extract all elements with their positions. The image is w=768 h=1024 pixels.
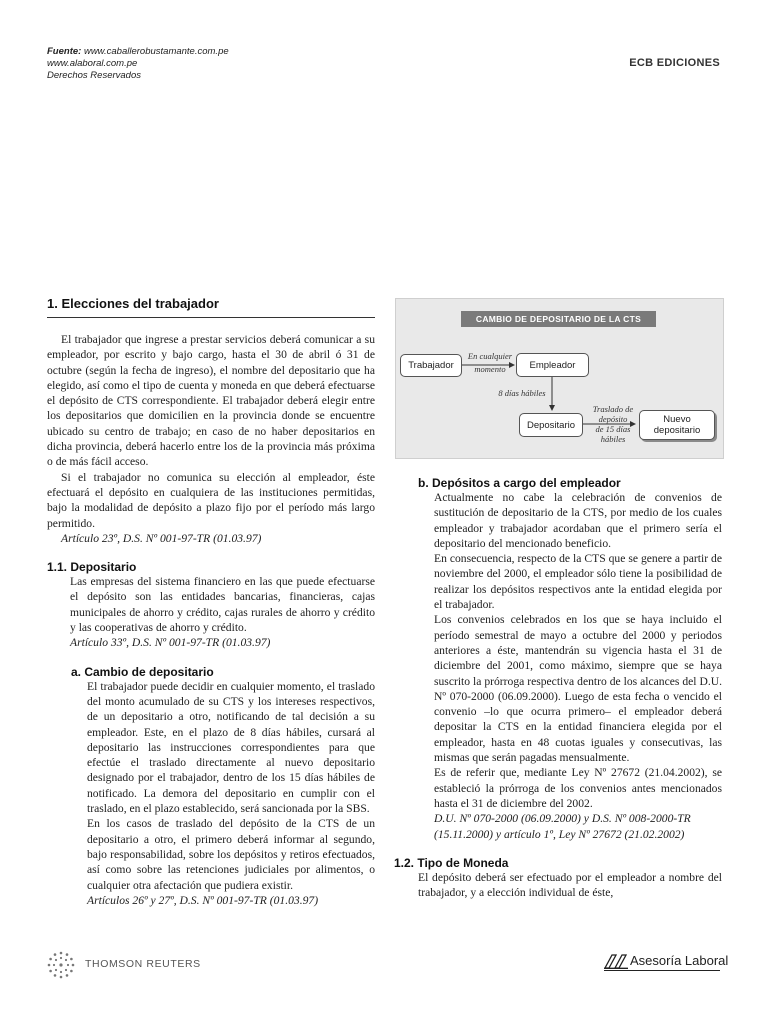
publisher-brand: ECB EDICIONES — [629, 57, 720, 69]
section-1-paragraph-1: El trabajador que ingrese a prestar servicios deberá comunicar a su empleador, por escrito y bajo cargo, hasta el 30 de abril ó 31 de octubre (según la fecha de ingreso), el nombre del depositario que ha elegido, así como el tipo de cuenta y moneda en que deberá efectuarse el depósito de CTS correspondiente. El trabajador deberá elegir entre los depositarios que domicilien en la provincia donde se encuentre ubicado su centro de trabajo; en caso de no haber depositarios en dicha provincia, deberá hacerlo entre los de la provincia más próxima o de más fácil acceso. — [47, 333, 375, 469]
asesoria-laboral-logo-icon — [604, 953, 628, 969]
node-depositario: Depositario — [519, 413, 583, 437]
label-traslado — [585, 404, 641, 444]
section-1-reference: Artículo 23º, D.S. Nº 001-97-TR (01.03.97) — [61, 531, 262, 545]
footer-rule — [604, 970, 720, 971]
label-traslado-line-4: hábiles — [600, 434, 626, 444]
label-8-dias: 8 días hábiles — [498, 388, 546, 398]
thomson-reuters-logo-icon — [46, 950, 76, 980]
diagram-title: CAMBIO DE DEPOSITARIO DE LA CTS — [461, 311, 656, 327]
section-1-paragraph-2: Si el trabajador no comunica su elección al empleador, éste efectuará el depósito en cualquiera de las instituciones permitidas, bajo la modalidad de depósito a plazo fijo por el período más largo permitido. — [47, 470, 375, 530]
source-label: Fuente: — [47, 46, 82, 57]
section-b-paragraph-3: Los convenios celebrados en los que se haya incluido el período semestral de mayo a octubre del 2000 y periodos anteriores a éste, mantendrán su vigencia hasta el 31 de diciembre del 2001, como máximo, siempre que se haya suscrito la prórroga respectiva dentro de los alcances del D.U. Nº 070-2000 (06.09.2000). Luego de esta fecha o vencido el convenio –lo que ocurra primero– el empleador deberá depositar la CTS en la entidad financiera elegida por el empleador, hasta en 48 cuotas iguales y consecutivas, las mismas que serán pagadas mensualmente. — [434, 613, 722, 765]
node-nuevo-line-2: depositario — [653, 425, 701, 436]
section-b-paragraph-4: Es de referir que, mediante Ley Nº 27672 (21.04.2002), se estableció la prórroga de los convenios antes mencionados hasta el 31 de diciembre del 2002. — [434, 766, 722, 810]
section-b-title: b. Depósitos a cargo del empleador — [418, 476, 621, 490]
section-1-1-title: 1.1. Depositario — [47, 560, 137, 575]
section-a-title: a. Cambio de depositario — [71, 664, 214, 679]
node-empleador: Empleador — [516, 353, 589, 377]
section-b-paragraph-1: Actualmente no cabe la celebración de convenios de sustitución de depositario de la CTS, por medio de los cuales empleador y trabajador acordaban que el primero sería el depositario del mencionado beneficio. — [434, 491, 722, 550]
section-1-title: 1. Elecciones del trabajador — [47, 296, 375, 318]
section-1-2-title: 1.2. Tipo de Moneda — [394, 855, 509, 870]
source-url-2: www.alaboral.com.pe — [47, 58, 138, 69]
node-nuevo-line-1: Nuevo — [663, 414, 691, 425]
source-url: www.caballerobustamante.com.pe — [83, 46, 229, 57]
label-cualquier-line-1: En cualquier — [467, 351, 513, 361]
section-a-paragraph-1: El trabajador puede decidir en cualquier momento, el traslado del monto acumulado de su CTS y los intereses respectivos, de un depositario a otro, notificando de tal decisión a su empleador. Este, en el plazo de 8 días hábiles, cursará al depositario las instrucciones correspondientes para que efectúe el traslado directamente al nuevo depositario designado por el trabajador, dentro de los 15 días hábiles de notificado. La demora del depositario en cumplir con el traslado, en el plazo establecido, será sancionada por la SBS. — [87, 679, 375, 816]
section-1-2-paragraph: El depósito deberá ser efectuado por el empleador a nombre del trabajador, y a elección individual de éste, — [418, 870, 722, 900]
label-cualquier-momento — [461, 351, 519, 374]
rights-text: Derechos Reservados — [47, 70, 141, 81]
section-1-1-reference: Artículo 33º, D.S. Nº 001-97-TR (01.03.97) — [70, 636, 271, 650]
label-traslado-line-1: Traslado de — [592, 404, 634, 414]
section-a-paragraph-2: En los casos de traslado del depósito de la CTS de un depositario a otro, el primero deberá informar al segundo, bajo responsabilidad, sobre los depósitos y retiros efectuados, así como sobre las retenciones judiciales por alimentos, o cualquier otra afectación que pudiera existir. — [87, 817, 375, 892]
label-traslado-line-2: depósito — [598, 414, 628, 424]
right-column — [394, 476, 722, 900]
node-nuevo-depositario — [639, 410, 715, 440]
section-a-reference: Artículos 26º y 27º, D.S. Nº 001-97-TR (01.03.97) — [87, 893, 319, 907]
thomson-reuters-brand: THOMSON REUTERS — [85, 958, 201, 970]
section-1-1-paragraph: Las empresas del sistema financiero en las que puede efectuarse el depósito son las entidades bancarias, financieras, cajas municipales de ahorro y crédito, cajas rurales de ahorro y crédito y las cooperativas de ahorro y crédito. — [70, 575, 375, 635]
source-block — [47, 46, 229, 82]
left-column — [47, 296, 375, 908]
asesoria-laboral-brand: Asesoría Laboral — [630, 953, 729, 968]
node-trabajador: Trabajador — [400, 354, 462, 377]
section-b-reference: D.U. Nº 070-2000 (06.09.2000) y D.S. Nº 008-2000-TR (15.11.2000) y artículo 1º, Ley Nº 27672 (21.02.2002) — [434, 812, 691, 841]
label-traslado-line-3: de 15 días — [595, 424, 631, 434]
section-b-paragraph-2: En consecuencia, respecto de la CTS que se genere a partir de noviembre del 2000, el empleador sólo tiene la posibilidad de realizar los depósitos respectivos ante la entidad elegida por el trabajador. — [434, 552, 722, 612]
label-cualquier-line-2: momento — [474, 364, 506, 374]
